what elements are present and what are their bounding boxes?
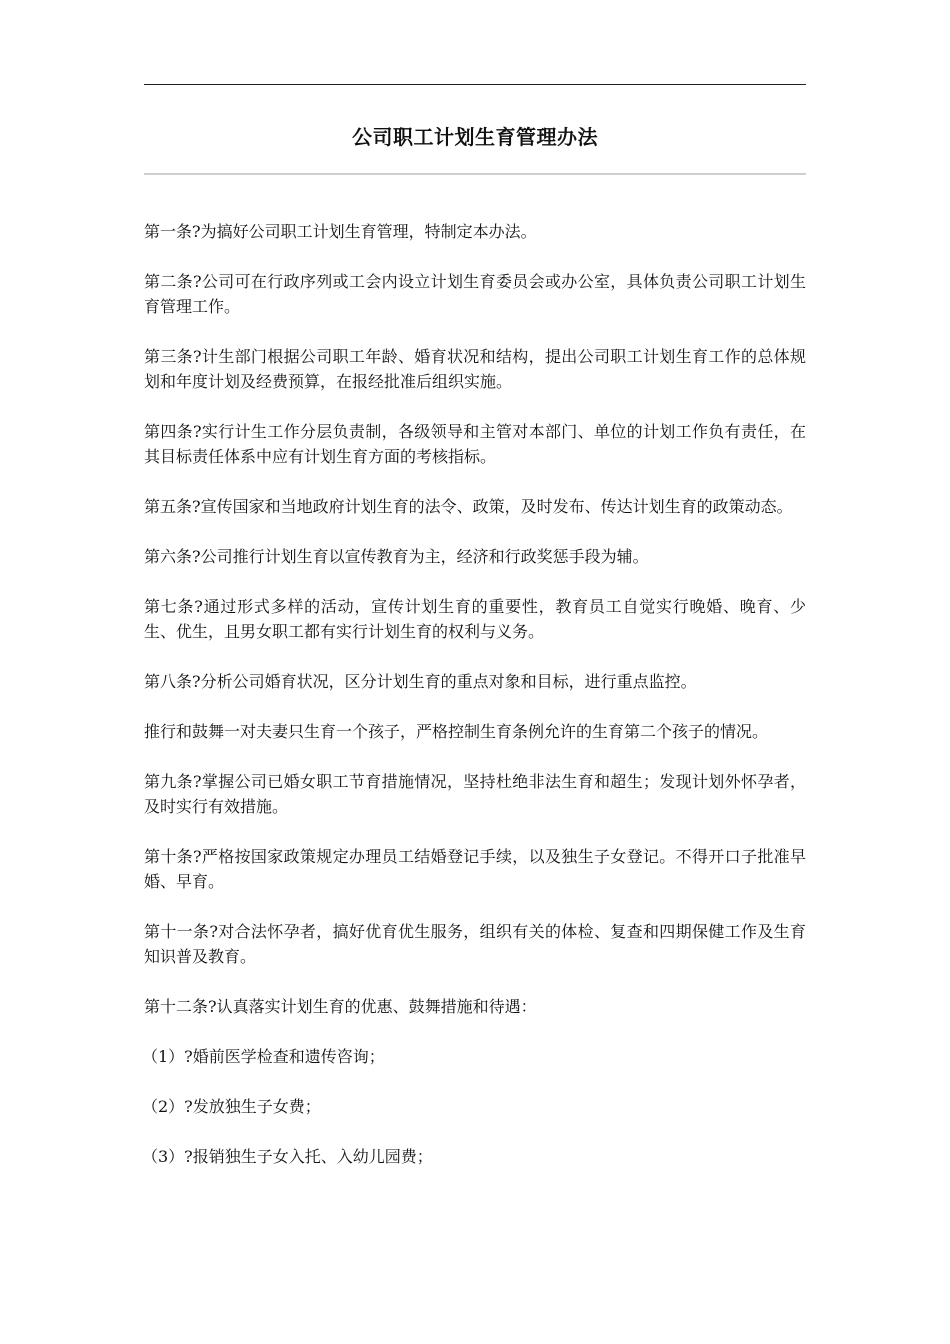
article-8-continuation: 推行和鼓舞一对夫妻只生育一个孩子，严格控制生育条例允许的生育第二个孩子的情况。: [144, 722, 769, 741]
article-3: 第三条?计生部门根据公司职工年龄、婚育状况和结构，提出公司职工计划生育工作的总体规划和年度计划及经费预算，在报经批准后组织实施。: [144, 347, 806, 391]
article-1: 第一条?为搞好公司职工计划生育管理，特制定本办法。: [144, 222, 537, 241]
article-9: 第九条?掌握公司已婚女职工节育措施情况，坚持杜绝非法生育和超生；发现计划外怀孕者，及时实行有效措施。: [144, 772, 806, 816]
article-6: 第六条?公司推行计划生育以宣传教育为主，经济和行政奖惩手段为辅。: [144, 547, 649, 566]
article-8: 第八条?分析公司婚育状况，区分计划生育的重点对象和目标，进行重点监控。: [144, 672, 697, 691]
title-underline-rule: [144, 173, 806, 175]
document-body: [144, 219, 806, 1194]
article-7: 第七条?通过形式多样的活动，宣传计划生育的重要性，教育员工自觉实行晚婚、晚育、少生、优生，且男女职工都有实行计划生育的权利与义务。: [144, 597, 806, 641]
document-page: [144, 0, 806, 1344]
article-12-item-2: （2）?发放独生子女费；: [142, 1097, 321, 1116]
article-12: 第十二条?认真落实计划生育的优惠、鼓舞措施和待遇：: [144, 997, 537, 1016]
article-12-item-1: （1）?婚前医学检查和遗传咨询；: [142, 1047, 385, 1066]
document-title: 公司职工计划生育管理办法: [352, 125, 598, 149]
article-11: 第十一条?对合法怀孕者，搞好优育优生服务，组织有关的体检、复查和四期保健工作及生育知识普及教育。: [144, 922, 806, 966]
article-4: 第四条?实行计生工作分层负责制，各级领导和主管对本部门、单位的计划工作负有责任，在其目标责任体系中应有计划生育方面的考核指标。: [144, 422, 806, 466]
article-10: 第十条?严格按国家政策规定办理员工结婚登记手续，以及独生子女登记。不得开口子批准早婚、早育。: [144, 847, 806, 891]
article-12-item-3: （3）?报销独生子女入托、入幼儿园费；: [142, 1147, 433, 1166]
article-5: 第五条?宣传国家和当地政府计划生育的法令、政策，及时发布、传达计划生育的政策动态。: [144, 497, 793, 516]
header-rule: [144, 84, 806, 85]
article-2: 第二条?公司可在行政序列或工会内设立计划生育委员会或办公室，具体负责公司职工计划生育管理工作。: [144, 272, 806, 316]
